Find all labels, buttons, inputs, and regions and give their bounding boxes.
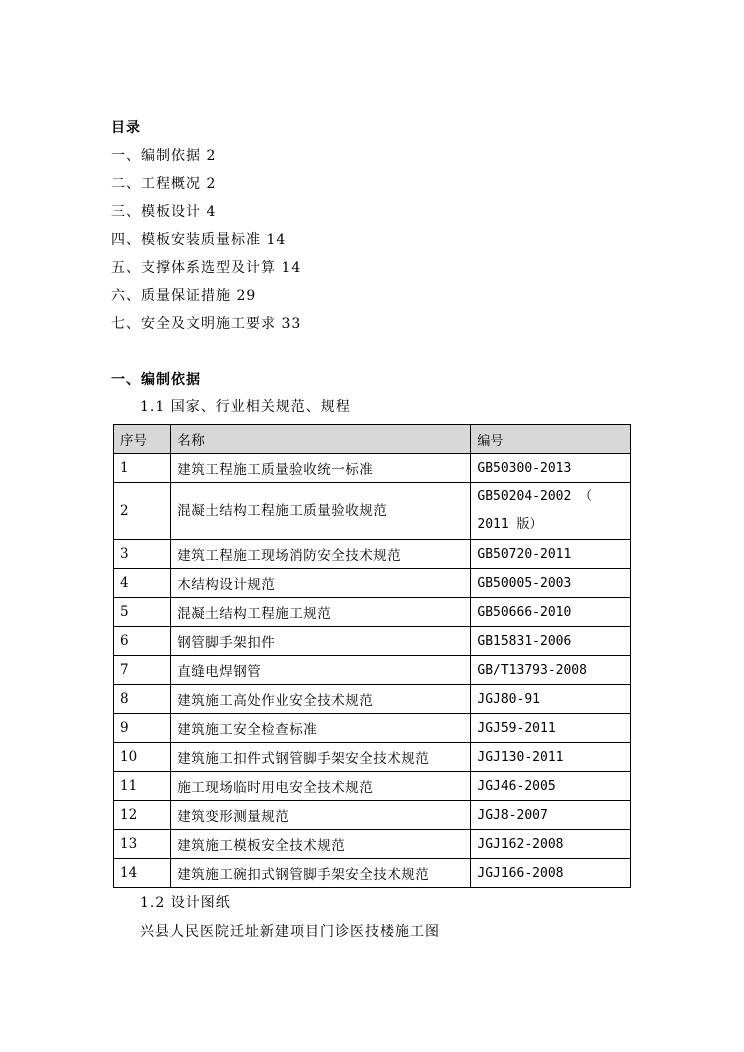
- cell-code: GB50666-2010: [471, 598, 631, 627]
- cell-no: 4: [114, 569, 171, 598]
- column-header-code: 编号: [471, 425, 631, 454]
- cell-code: JGJ8-2007: [471, 801, 631, 830]
- toc-item[interactable]: 二、工程概况 2: [111, 176, 217, 192]
- cell-name: 建筑工程施工质量验收统一标准: [171, 454, 471, 483]
- cell-code: JGJ46-2005: [471, 772, 631, 801]
- cell-no: 6: [114, 627, 171, 656]
- cell-name: 建筑变形测量规范: [171, 801, 471, 830]
- table-row: [114, 801, 631, 830]
- cell-no: 7: [114, 656, 171, 685]
- cell-no: 2: [114, 483, 171, 540]
- cell-name: 施工现场临时用电安全技术规范: [171, 772, 471, 801]
- toc-item[interactable]: 三、模板设计 4: [111, 204, 217, 220]
- cell-code: JGJ166-2008: [471, 859, 631, 888]
- cell-code: JGJ162-2008: [471, 830, 631, 859]
- table-row: [114, 454, 631, 483]
- cell-name: 建筑工程施工现场消防安全技术规范: [171, 540, 471, 569]
- cell-code: GB50204-2002 （ 2011 版）: [471, 483, 631, 540]
- toc-item[interactable]: 七、安全及文明施工要求 33: [111, 316, 302, 332]
- cell-name: 混凝土结构工程施工质量验收规范: [171, 483, 471, 540]
- standards-table: [113, 424, 631, 888]
- cell-no: 3: [114, 540, 171, 569]
- cell-no: 11: [114, 772, 171, 801]
- table-row: [114, 743, 631, 772]
- drawing-text: 兴县人民医院迁址新建项目门诊医技楼施工图: [140, 924, 440, 940]
- cell-code: GB/T13793-2008: [471, 656, 631, 685]
- table-row: [114, 830, 631, 859]
- cell-no: 13: [114, 830, 171, 859]
- cell-code: JGJ80-91: [471, 685, 631, 714]
- table-row: [114, 656, 631, 685]
- table-row: [114, 685, 631, 714]
- cell-name: 建筑施工扣件式钢管脚手架安全技术规范: [171, 743, 471, 772]
- table-row: [114, 627, 631, 656]
- toc-item[interactable]: 一、编制依据 2: [111, 148, 217, 164]
- table-row: [114, 598, 631, 627]
- cell-code: JGJ59-2011: [471, 714, 631, 743]
- toc-list: [111, 145, 301, 341]
- toc-title: 目录: [111, 120, 141, 136]
- cell-name: 木结构设计规范: [171, 569, 471, 598]
- column-header-name: 名称: [171, 425, 471, 454]
- cell-code: GB50300-2013: [471, 454, 631, 483]
- toc-item[interactable]: 五、支撑体系选型及计算 14: [111, 260, 302, 276]
- cell-no: 5: [114, 598, 171, 627]
- table-header-row: [114, 425, 631, 454]
- cell-no: 9: [114, 714, 171, 743]
- cell-code: GB50005-2003: [471, 569, 631, 598]
- cell-code: JGJ130-2011: [471, 743, 631, 772]
- cell-no: 14: [114, 859, 171, 888]
- table-row: [114, 772, 631, 801]
- cell-no: 10: [114, 743, 171, 772]
- cell-no: 8: [114, 685, 171, 714]
- table-row: [114, 569, 631, 598]
- cell-name: 建筑施工碗扣式钢管脚手架安全技术规范: [171, 859, 471, 888]
- section-heading: 一、编制依据: [111, 372, 201, 388]
- cell-name: 建筑施工高处作业安全技术规范: [171, 685, 471, 714]
- cell-name: 混凝土结构工程施工规范: [171, 598, 471, 627]
- subsection-heading: 1.2 设计图纸: [140, 895, 231, 911]
- table-row: [114, 859, 631, 888]
- column-header-no: 序号: [114, 425, 171, 454]
- toc-item[interactable]: 四、模板安装质量标准 14: [111, 232, 287, 248]
- cell-code: GB15831-2006: [471, 627, 631, 656]
- cell-no: 1: [114, 454, 171, 483]
- table-row: [114, 483, 631, 540]
- table-row: [114, 714, 631, 743]
- toc-item[interactable]: 六、质量保证措施 29: [111, 288, 257, 304]
- cell-name: 建筑施工模板安全技术规范: [171, 830, 471, 859]
- cell-name: 钢管脚手架扣件: [171, 627, 471, 656]
- cell-no: 12: [114, 801, 171, 830]
- cell-name: 建筑施工安全检查标准: [171, 714, 471, 743]
- table-row: [114, 540, 631, 569]
- cell-name: 直缝电焊钢管: [171, 656, 471, 685]
- subsection-heading: 1.1 国家、行业相关规范、规程: [140, 399, 351, 415]
- cell-code: GB50720-2011: [471, 540, 631, 569]
